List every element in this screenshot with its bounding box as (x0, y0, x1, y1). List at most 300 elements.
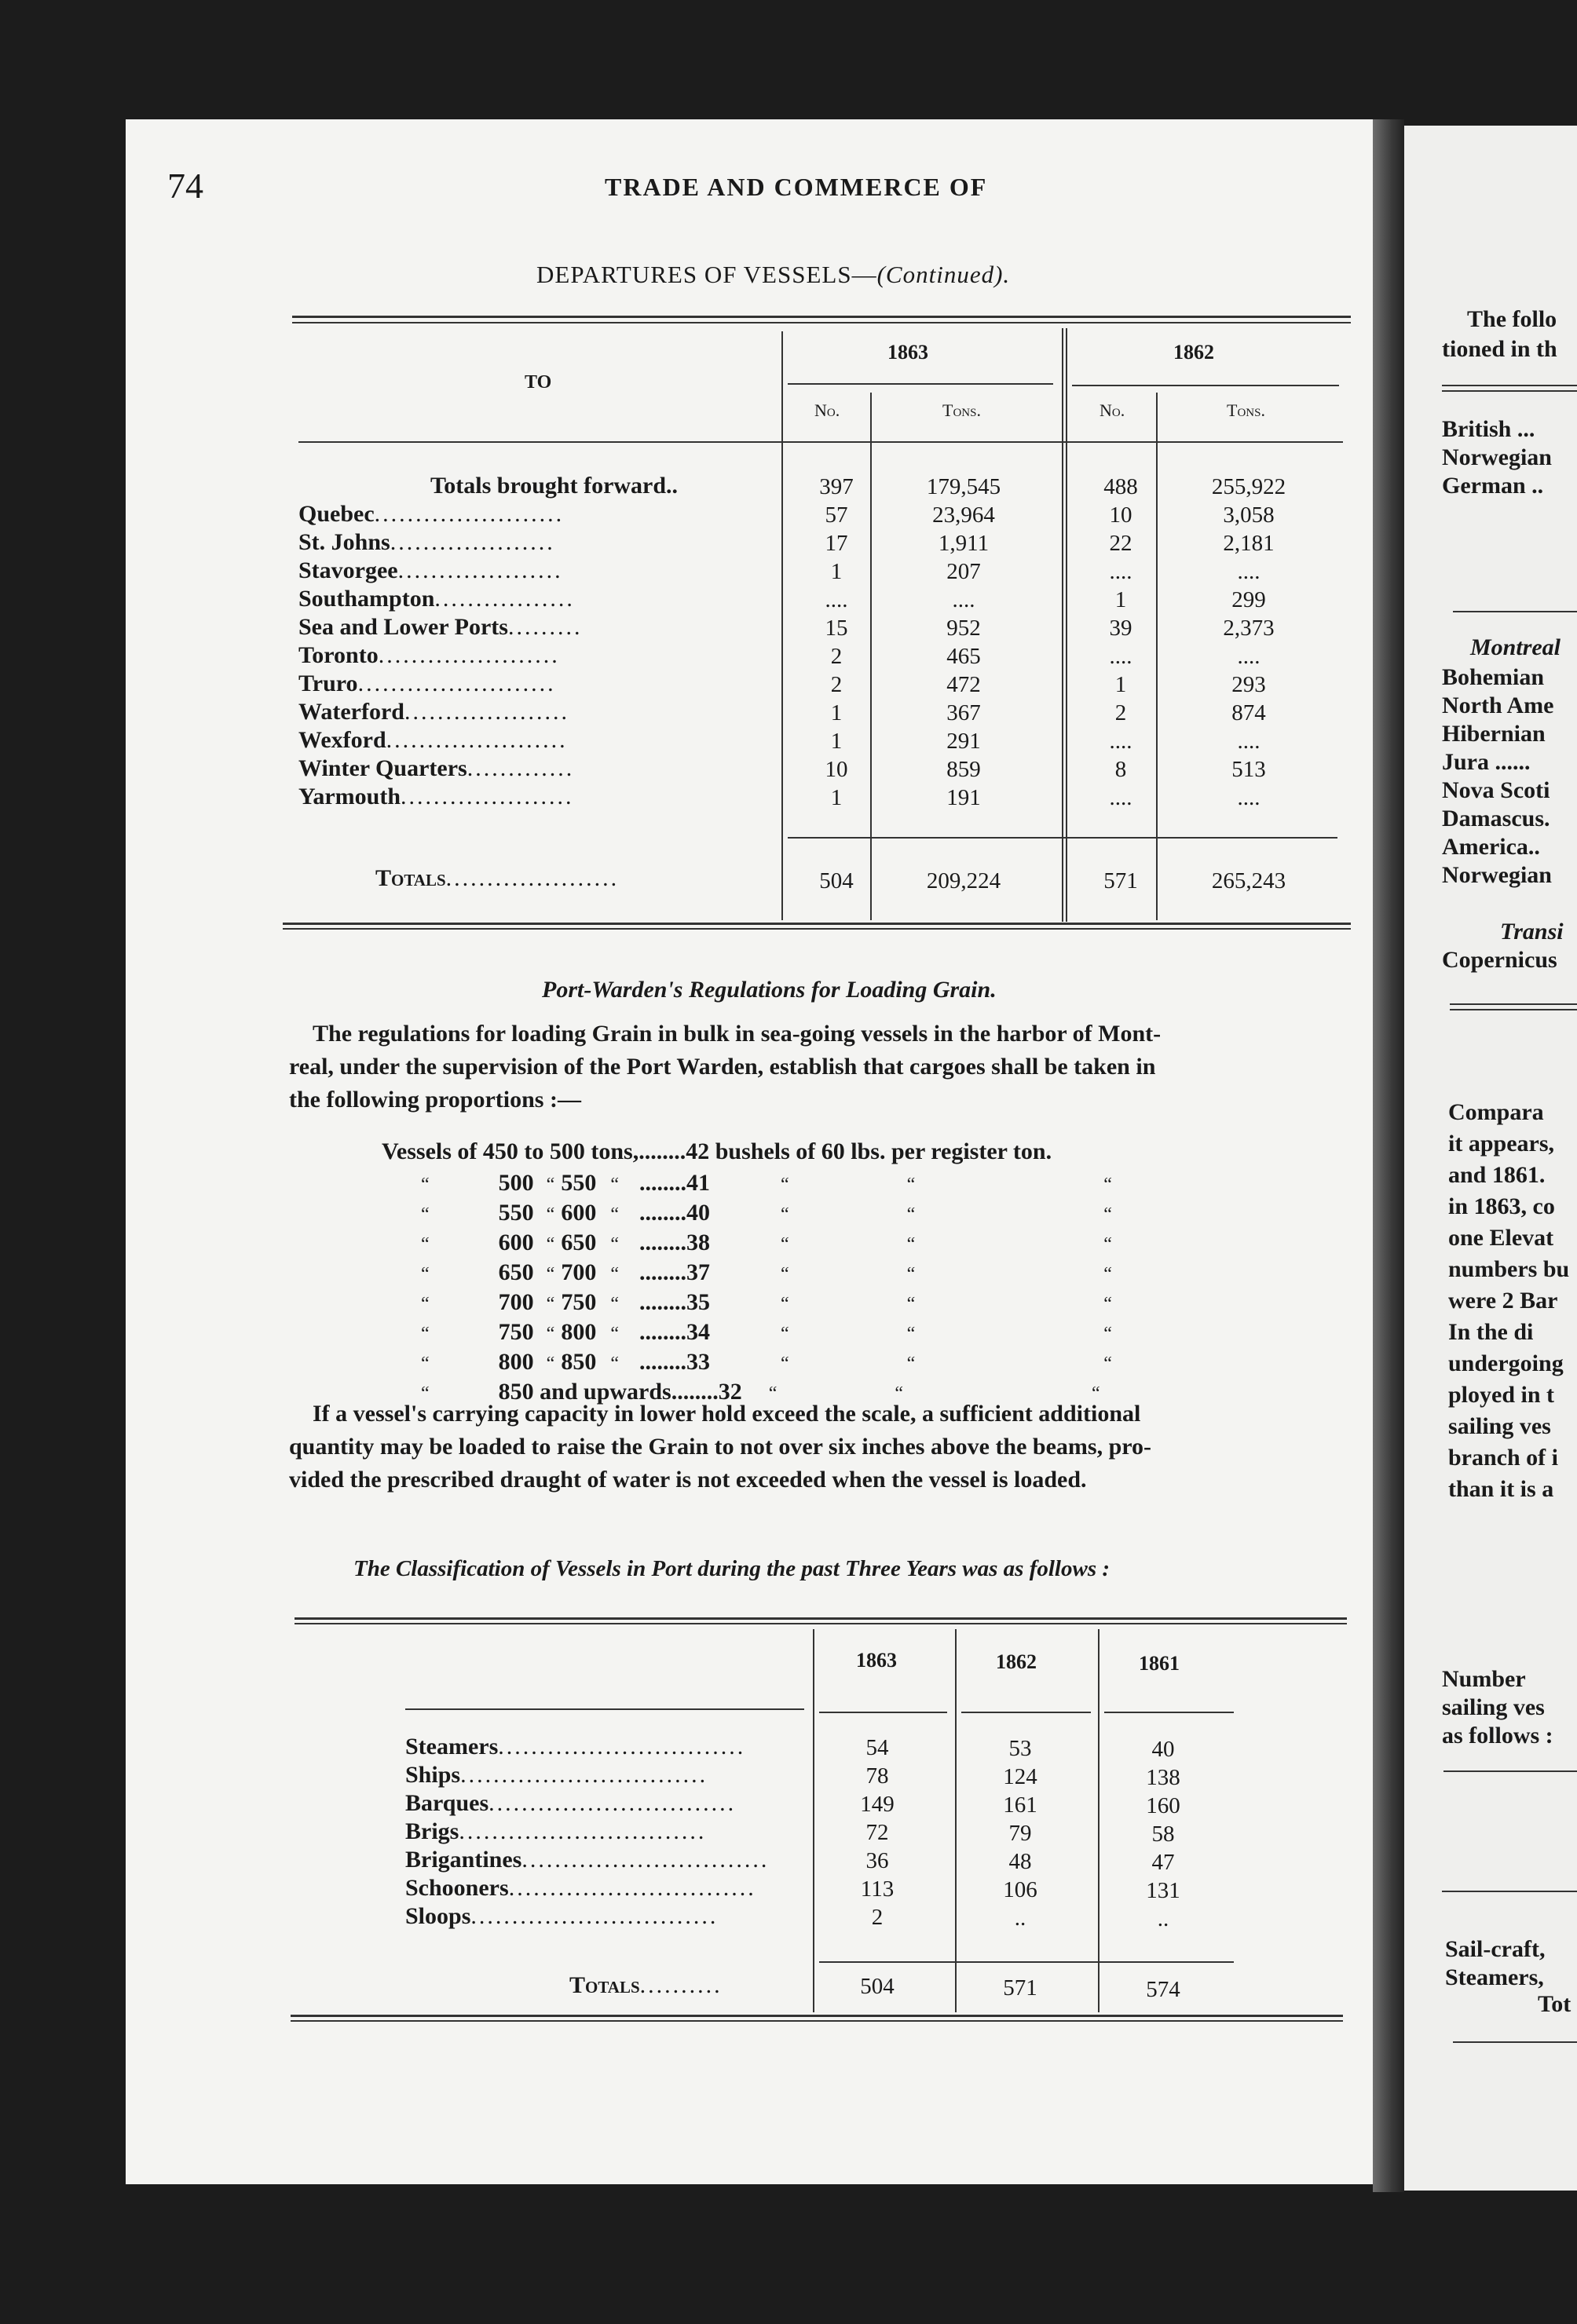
class-totals-1862: 571 (1003, 1975, 1037, 2001)
facing-rule-2 (1453, 611, 1577, 612)
facing-list-b-item: Nova Scoti (1442, 777, 1550, 803)
scale-last-text: 850 and upwards........32 (498, 1379, 742, 1405)
departures-row-label (430, 473, 678, 499)
leader-dots: ....................... (374, 501, 565, 527)
class-col-div-2 (955, 1629, 957, 2012)
no-header-63: No. (814, 400, 840, 420)
cell-no-1863: 15 (825, 616, 848, 641)
destination-name: Toronto (298, 642, 379, 668)
facing-text-line: it appears, (1448, 1131, 1554, 1157)
ditto-mark: “ (546, 1324, 555, 1344)
ditto-mark: “ (906, 1175, 916, 1195)
leader-dots: .............................. (488, 1790, 737, 1816)
cell-no-1862: 10 (1109, 502, 1132, 528)
col-divider-2b (1066, 328, 1067, 922)
year-rule-62 (1072, 385, 1339, 386)
vessel-type: Brigs (405, 1818, 459, 1844)
cell-tons-1862: 2,373 (1223, 616, 1275, 641)
scale-to: 850 (561, 1349, 597, 1375)
facing-list-b-item: Norwegian (1442, 862, 1552, 888)
class-label-rule (405, 1708, 804, 1710)
totals-top-rule (788, 837, 1337, 839)
facing-rule-1b (1442, 390, 1577, 392)
para-line-3: the following proportions :— (289, 1087, 581, 1113)
departures-row-label (298, 784, 746, 810)
class-bottom-rule-2 (291, 2020, 1343, 2022)
facing-montreal: Montreal (1470, 634, 1561, 660)
ditto-mark: “ (1103, 1204, 1112, 1225)
leader-dots: ........................ (357, 671, 556, 696)
scale-bushels: 40 (686, 1200, 710, 1226)
vessel-type: Steamers (405, 1734, 499, 1759)
ditto-mark: “ (1103, 1264, 1112, 1284)
facing-rule-3 (1450, 1003, 1577, 1005)
cell-tons-1862: 3,058 (1223, 502, 1275, 528)
class-cell-1863: 149 (860, 1792, 895, 1817)
class-cell-1861: 47 (1151, 1850, 1175, 1875)
cell-no-1863: 17 (825, 531, 848, 556)
scale-to: 800 (561, 1319, 597, 1345)
leader-dots: ................. (434, 586, 575, 612)
leader-dots: ..................... (401, 784, 574, 809)
ditto-mark: “ (780, 1354, 789, 1374)
cell-no-1863: 1 (830, 559, 843, 584)
scale-to: 550 (561, 1170, 597, 1196)
scale-bushels: 37 (686, 1259, 710, 1285)
leader-dots: .............................. (460, 1762, 708, 1788)
departures-totals-label (375, 865, 619, 892)
scale-row (421, 1349, 1112, 1376)
facing-list-b-item: Bohemian (1442, 664, 1545, 690)
cell-no-1863: 10 (825, 757, 848, 782)
ditto-mark: “ (610, 1324, 619, 1344)
tons-header-62: Tons. (1227, 400, 1265, 420)
leader-dots: ........ (638, 1319, 686, 1345)
no-header-62: No. (1100, 400, 1125, 420)
destination-name: Sea and Lower Ports (298, 614, 508, 640)
cell-tons-1863: 859 (946, 757, 981, 782)
scale-from: 600 (498, 1230, 534, 1255)
departures-row-label (298, 614, 746, 641)
para-line-1: The regulations for loading Grain in bulk in sea-going vessels in the harbor of Mont- (313, 1021, 1162, 1047)
totals-no62: 571 (1103, 868, 1138, 893)
cell-no-1863: 2 (830, 644, 843, 669)
class-cell-1861: 138 (1146, 1765, 1180, 1790)
destination-name: Southampton (298, 586, 435, 612)
cell-tons-1863: 952 (946, 616, 981, 641)
departures-row-label (298, 557, 746, 584)
scale-from: 500 (498, 1170, 534, 1196)
facing-text-line: sailing ves (1448, 1413, 1551, 1439)
cell-tons-1862: 255,922 (1211, 474, 1286, 499)
cell-tons-1863: .... (952, 587, 975, 612)
scale-from: 550 (498, 1200, 534, 1226)
cell-tons-1862: .... (1237, 559, 1261, 584)
ditto-mark: “ (1092, 1383, 1100, 1404)
facing-list-a-item: Norwegian (1442, 444, 1552, 470)
facing-rule-4 (1443, 1770, 1577, 1772)
facing-text-line: were 2 Bar (1448, 1288, 1558, 1314)
section-title-continued: (Continued). (876, 261, 1011, 288)
col-divider-1 (781, 331, 783, 920)
destination-name: Waterford (298, 699, 404, 725)
class-row-label (405, 1875, 798, 1902)
ditto-mark: “ (421, 1204, 430, 1225)
leader-dots: ...................... (386, 727, 568, 753)
ditto-mark: “ (780, 1204, 789, 1225)
class-row-label (405, 1762, 798, 1789)
class-cell-1861: .. (1157, 1906, 1169, 1931)
leader-dots: .................... (390, 529, 555, 555)
cell-no-1862: 2 (1114, 700, 1127, 725)
ditto-mark: “ (610, 1354, 619, 1374)
leader-dots: ........ (638, 1170, 686, 1196)
ditto-mark: “ (546, 1234, 555, 1255)
table-top-rule-2 (292, 322, 1351, 323)
cell-no-1862: 1 (1114, 587, 1127, 612)
ditto-mark: “ (421, 1175, 430, 1195)
class-cell-1863: 54 (865, 1735, 889, 1760)
cell-no-1863: 57 (825, 502, 848, 528)
scale-from: 800 (498, 1349, 534, 1375)
cell-no-1862: 488 (1103, 474, 1138, 499)
ditto-mark: “ (1103, 1294, 1112, 1314)
ditto-mark: “ (421, 1264, 430, 1284)
year-rule-63 (788, 383, 1053, 385)
ditto-mark: “ (906, 1354, 916, 1374)
header-bottom-rule (298, 441, 1343, 443)
vessel-type: Schooners (405, 1875, 509, 1901)
scale-from: 650 (498, 1259, 534, 1285)
class-cell-1863: 78 (865, 1763, 889, 1789)
ditto-mark: “ (610, 1204, 619, 1225)
leader-dots: ......... (507, 614, 583, 640)
scale-bushels: 34 (686, 1319, 710, 1345)
leader-dots: ........ (638, 1259, 686, 1285)
class-cell-1862: 53 (1008, 1736, 1032, 1761)
scale-to: 650 (561, 1230, 597, 1255)
destination-name: Totals brought forward.. (430, 473, 679, 499)
ditto-mark: “ (906, 1264, 916, 1284)
vessel-type: Brigantines (405, 1847, 522, 1873)
class-cell-1861: 160 (1146, 1793, 1180, 1818)
scale-bushels: 35 (686, 1289, 710, 1315)
para-line-2: real, under the supervision of the Port Warden, establish that cargoes shall be taken in (289, 1054, 1156, 1080)
class-cell-1863: 72 (865, 1820, 889, 1845)
class-row-label (405, 1818, 798, 1845)
cell-tons-1863: 207 (946, 559, 981, 584)
leader-dots: ............. (467, 755, 575, 781)
cell-tons-1863: 23,964 (932, 502, 995, 528)
cell-no-1862: 1 (1114, 672, 1127, 697)
page-number: 74 (167, 166, 203, 206)
scale-from: 700 (498, 1289, 534, 1315)
facing-rule-6 (1453, 2041, 1577, 2043)
para2-line-1: If a vessel's carrying capacity in lower hold exceed the scale, a sufficient additional (313, 1401, 1141, 1427)
ditto-mark: “ (1103, 1354, 1112, 1374)
departures-row-label (298, 671, 746, 697)
class-year-1861: 1861 (1139, 1652, 1180, 1675)
book-gutter (1373, 119, 1404, 2192)
leader-dots: .............................. (459, 1818, 707, 1844)
class-row-label (405, 1790, 798, 1817)
facing-rule-1 (1442, 385, 1577, 386)
scale-row (421, 1319, 1112, 1346)
col-divider-2a (1062, 328, 1063, 922)
cell-tons-1863: 191 (946, 785, 981, 810)
ditto-mark: “ (1103, 1175, 1112, 1195)
ditto-mark: “ (546, 1175, 555, 1195)
ditto-mark: “ (610, 1294, 619, 1314)
class-rule-1861 (1104, 1712, 1234, 1713)
ditto-mark: “ (1103, 1234, 1112, 1255)
ditto-mark: “ (780, 1294, 789, 1314)
facing-tot: Tot (1538, 1991, 1572, 2017)
scale-row (421, 1259, 1112, 1286)
scale-bushels: 38 (686, 1230, 710, 1255)
departures-row-label (298, 529, 746, 556)
leader-dots: .............................. (498, 1734, 746, 1759)
facing-text-line: In the di (1448, 1319, 1534, 1345)
cell-no-1862: .... (1109, 644, 1132, 669)
class-rule-1862 (961, 1712, 1091, 1713)
cell-no-1863: 1 (830, 785, 843, 810)
cell-tons-1862: .... (1237, 644, 1261, 669)
facing-text-line: undergoing (1448, 1350, 1564, 1376)
destination-name: Stavorgee (298, 557, 398, 583)
class-col-div-1 (813, 1629, 814, 2012)
facing-text-line: Number (1442, 1666, 1526, 1692)
classification-heading: The Classification of Vessels in Port during the past Three Years was as follows : (353, 1556, 1110, 1581)
leader-dots: .............................. (521, 1847, 770, 1873)
class-bottom-rule-1 (291, 2015, 1343, 2017)
ditto-mark: “ (421, 1354, 430, 1374)
ditto-mark: “ (421, 1383, 430, 1404)
vessel-type: Sloops (405, 1903, 471, 1929)
class-cell-1863: 113 (860, 1876, 895, 1902)
cell-tons-1863: 367 (946, 700, 981, 725)
class-totals-1863: 504 (860, 1974, 895, 1999)
totals-tons62: 265,243 (1211, 868, 1286, 893)
cell-no-1862: 8 (1114, 757, 1127, 782)
destination-name: Yarmouth (298, 784, 401, 809)
departures-row-label (298, 699, 746, 725)
ditto-mark: “ (610, 1175, 619, 1195)
class-totals-label (569, 1972, 723, 1999)
facing-list-b-item: North Ame (1442, 692, 1554, 718)
facing-text-line: one Elevat (1448, 1225, 1554, 1251)
facing-list-a-item: German .. (1442, 473, 1544, 499)
ditto-mark: “ (768, 1383, 778, 1404)
facing-list-b-item: Hibernian (1442, 721, 1546, 747)
ditto-mark: “ (421, 1324, 430, 1344)
facing-text-line: Steamers, (1445, 1964, 1544, 1990)
leader-dots: ..................... (445, 865, 620, 891)
class-cell-1863: 2 (871, 1905, 884, 1930)
scale-bushels: 33 (686, 1349, 710, 1375)
cell-no-1862: .... (1109, 729, 1132, 754)
ditto-mark: “ (906, 1324, 916, 1344)
destination-name: Truro (298, 671, 358, 696)
ditto-mark: “ (546, 1204, 555, 1225)
leader-dots: .......... (639, 1972, 723, 1998)
class-cell-1863: 36 (865, 1848, 889, 1873)
facing-list-b-item: Jura ...... (1442, 749, 1531, 775)
ditto-mark: “ (546, 1354, 555, 1374)
facing-list-b-item: America.. (1442, 834, 1540, 860)
cell-no-1862: 22 (1109, 531, 1132, 556)
facing-text-line: and 1861. (1448, 1162, 1546, 1188)
scale-bushels: 41 (686, 1170, 710, 1196)
departures-row-label (298, 642, 746, 669)
cell-no-1863: 2 (830, 672, 843, 697)
class-cell-1861: 40 (1151, 1737, 1175, 1762)
leader-dots: .............................. (508, 1875, 756, 1901)
class-cell-1862: 48 (1008, 1849, 1032, 1874)
ditto-mark: “ (546, 1294, 555, 1314)
facing-rule-3b (1450, 1009, 1577, 1010)
table-top-rule-1 (292, 316, 1351, 318)
leader-dots: ........ (638, 1200, 686, 1226)
scale-row (421, 1170, 1112, 1197)
departures-row-label (298, 586, 746, 612)
scale-to: 750 (561, 1289, 597, 1315)
tons-header-63: Tons. (942, 400, 981, 420)
destination-name: Wexford (298, 727, 386, 753)
facing-list-b-item: Damascus. (1442, 806, 1550, 831)
scale-from: 750 (498, 1319, 534, 1345)
to-header: TO (525, 372, 552, 393)
leader-dots: .................... (404, 699, 569, 725)
ditto-mark: “ (421, 1294, 430, 1314)
ditto-mark: “ (610, 1234, 619, 1255)
class-row-label (405, 1903, 798, 1930)
leader-dots: ........ (638, 1349, 686, 1375)
class-cell-1862: 79 (1008, 1821, 1032, 1846)
section-title (536, 261, 1010, 289)
facing-text-line: numbers bu (1448, 1256, 1570, 1282)
table-bottom-rule-1 (283, 923, 1351, 925)
vessel-type: Ships (405, 1762, 461, 1788)
cell-no-1862: .... (1109, 559, 1132, 584)
regulations-heading: Port-Warden's Regulations for Loading Grain. (542, 977, 997, 1003)
class-row-label (405, 1734, 798, 1760)
cell-tons-1862: .... (1237, 785, 1261, 810)
ditto-mark: “ (906, 1234, 916, 1255)
cell-tons-1862: 2,181 (1223, 531, 1275, 556)
scale-first-line: Vessels of 450 to 500 tons,........42 bushels of 60 lbs. per register ton. (382, 1138, 1052, 1164)
ditto-mark: “ (906, 1294, 916, 1314)
class-top-rule-1 (295, 1617, 1347, 1620)
cell-tons-1863: 1,911 (938, 531, 990, 556)
ditto-mark: “ (780, 1234, 789, 1255)
vessel-type: Barques (405, 1790, 489, 1816)
destination-name: St. Johns (298, 529, 390, 555)
departures-totals-text: Totals (375, 865, 446, 891)
leader-dots: ........ (638, 1289, 686, 1315)
table-bottom-rule-2 (283, 928, 1351, 930)
class-totals-text: Totals (569, 1972, 640, 1998)
ditto-mark: “ (780, 1264, 789, 1284)
departures-row-label (298, 755, 746, 782)
year-1863-header: 1863 (887, 341, 928, 364)
cell-tons-1862: 874 (1231, 700, 1266, 725)
class-totals-rule (819, 1961, 1234, 1963)
cell-no-1863: 1 (830, 700, 843, 725)
cell-tons-1863: 179,545 (926, 474, 1001, 499)
ditto-mark: “ (780, 1324, 789, 1344)
class-cell-1862: 106 (1003, 1877, 1037, 1902)
section-title-main: DEPARTURES OF VESSELS— (536, 261, 877, 288)
facing-rule-5 (1442, 1891, 1577, 1892)
facing-text-line: as follows : (1442, 1723, 1553, 1748)
scale-to: 600 (561, 1200, 597, 1226)
facing-text-line: than it is a (1448, 1476, 1554, 1502)
class-cell-1862: 124 (1003, 1764, 1037, 1789)
scale-row (421, 1289, 1112, 1316)
totals-no63: 504 (819, 868, 854, 893)
class-top-rule-2 (295, 1623, 1347, 1624)
facing-line-a2: tioned in th (1442, 336, 1557, 362)
destination-name: Quebec (298, 501, 375, 527)
cell-tons-1863: 291 (946, 729, 981, 754)
facing-list-a-item: British ... (1442, 416, 1535, 442)
cell-tons-1862: .... (1237, 729, 1261, 754)
scale-row (421, 1230, 1112, 1256)
leader-dots: ...................... (378, 642, 560, 668)
cell-tons-1863: 472 (946, 672, 981, 697)
ditto-mark: “ (546, 1264, 555, 1284)
year-1862-header: 1862 (1173, 341, 1214, 364)
running-head: TRADE AND COMMERCE OF (605, 173, 988, 201)
facing-text-line: in 1863, co (1448, 1193, 1555, 1219)
ditto-mark: “ (1103, 1324, 1112, 1344)
facing-text-line: Sail-craft, (1445, 1936, 1546, 1962)
class-row-label (405, 1847, 798, 1873)
class-year-1862: 1862 (996, 1650, 1037, 1673)
para2-line-2: quantity may be loaded to raise the Grain to not over six inches above the beams, pro- (289, 1434, 1152, 1460)
scale-row (421, 1200, 1112, 1226)
scale-to: 700 (561, 1259, 597, 1285)
facing-line-a1: The follo (1467, 306, 1557, 332)
class-year-1863: 1863 (856, 1649, 897, 1672)
cell-tons-1862: 513 (1231, 757, 1266, 782)
ditto-mark: “ (610, 1264, 619, 1284)
class-col-div-3 (1098, 1629, 1100, 2012)
para2-line-3: vided the prescribed draught of water is not exceeded when the vessel is loaded. (289, 1467, 1087, 1493)
cell-no-1862: 39 (1109, 616, 1132, 641)
departures-row-label (298, 727, 746, 754)
facing-text-line: Compara (1448, 1099, 1544, 1125)
departures-row-label (298, 501, 746, 528)
cell-tons-1862: 293 (1231, 672, 1266, 697)
facing-copernicus: Copernicus (1442, 947, 1557, 973)
destination-name: Winter Quarters (298, 755, 467, 781)
class-rule-1863 (819, 1712, 947, 1713)
ditto-mark: “ (895, 1383, 904, 1404)
totals-tons63: 209,224 (926, 868, 1001, 893)
ditto-mark: “ (780, 1175, 789, 1195)
leader-dots: ........ (638, 1230, 686, 1255)
class-totals-1861: 574 (1146, 1977, 1180, 2002)
cell-tons-1862: 299 (1231, 587, 1266, 612)
facing-text-line: ployed in t (1448, 1382, 1555, 1408)
class-cell-1861: 58 (1151, 1822, 1175, 1847)
ditto-mark: “ (421, 1234, 430, 1255)
cell-no-1863: 1 (830, 729, 843, 754)
class-cell-1862: 161 (1003, 1792, 1037, 1818)
leader-dots: .................... (397, 557, 563, 583)
